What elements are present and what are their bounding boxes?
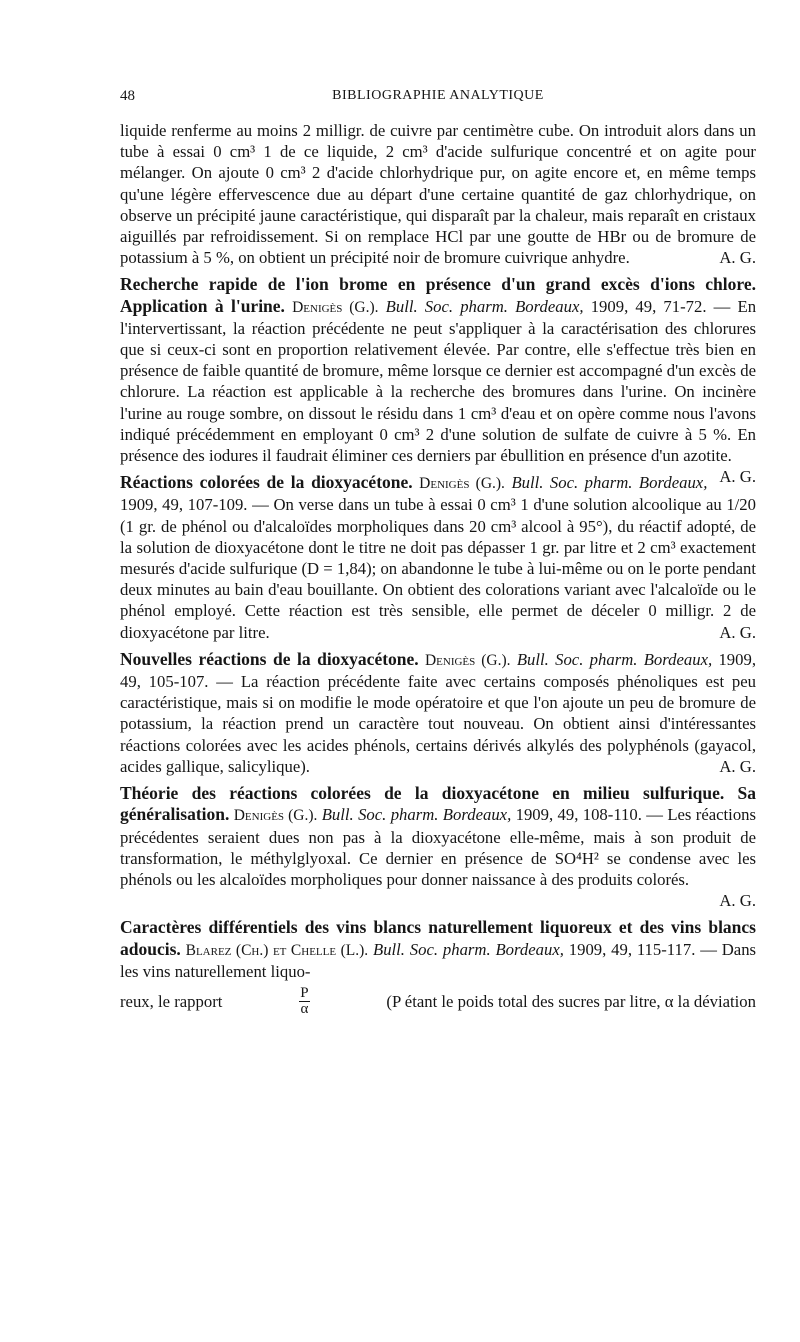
- article-title: Recherche rapide de l'ion brome en présence d'un grand excès d'ions chlore. Application à l'urine.: [120, 274, 756, 316]
- formula-line-start: reux, le rapport: [120, 991, 223, 1011]
- formula-line-end: (P étant le poids total des sucres par litre, α la déviation: [386, 991, 756, 1011]
- article-author: Denigès (G.).: [292, 298, 379, 316]
- article-title: Théorie des réactions colorées de la dioxyacétone en milieu sulfurique. Sa généralisation.: [120, 783, 756, 825]
- article-journal: Bull. Soc. pharm. Bordeaux,: [321, 805, 512, 825]
- article-text: On verse dans un tube à essai 0 cm³ 1 d'une solution alcoolique au 1/20 (1 gr. de phénol ou d'alcaloïdes morpholiques dans 20 cm³ alcool à 95°), du réactif adopté, de la solution de dioxyacétone dont le titre ne doit pas dépasser 1 gr. par litre et 2 cm³ exactement mesurés d'acide sulfurique (D = 1,84); on abandonne le tube à lui-même ou on le porte pendant deux minutes au bain d'eau bouillante. On obtient des colorations variant avec l'alcaloïde ou le phénol employé. Cette réaction est très sensible, elle permet de déceler 0 milligr. 2 de dioxyacétone par litre.: [120, 495, 756, 642]
- intro-paragraph: [120, 120, 756, 268]
- signature: A. G.: [719, 622, 756, 642]
- article-author: Denigès (G.).: [233, 807, 318, 825]
- article-2: [120, 649, 756, 777]
- article-author: Denigès (G.).: [419, 475, 505, 493]
- signature: A. G.: [719, 756, 756, 776]
- article-journal: Bull. Soc. pharm. Bordeaux,: [511, 473, 708, 493]
- article-journal: Bull. Soc. pharm. Bordeaux,: [373, 939, 564, 959]
- formula-line: [120, 986, 756, 1017]
- article-journal: Bull. Soc. pharm. Bordeaux,: [516, 649, 713, 669]
- signature: A. G.: [719, 891, 756, 911]
- running-head: BIBLIOGRAPHIE ANALYTIQUE: [332, 88, 544, 103]
- page-header: [120, 88, 756, 114]
- intro-text: liquide renferme au moins 2 milligr. de cuivre par centimètre cube. On introduit alors dans un tube à essai 0 cm³ 1 de ce liquide, 2 cm³ d'acide sulfurique concentré et on agite pour mélanger. On ajoute 0 cm³ 2 d'acide chlorhydrique pur, on agite encore et, en même temps qu'une légère effervescence due au départ d'une certaine quantité de gaz chlorhydrique, on observe un précipité jaune caractéristique, qui disparaît par la chaleur, mais reparaît en cristaux aiguillés par refroidissement. Si on remplace HCl par une goutte de HBr ou de bromure de potassium à 5 %, on obtient un précipité noir de bromure cuivrique anhydre.: [120, 121, 756, 268]
- article-text: La réaction précédente faite avec certains composés phénoliques est peu caractéristique, mais si on modifie le mode opératoire et que l'on ajoute un peu de bromure de potassium, la réaction prend un caractère tout nouveau. On obtient ainsi d'intéressantes réactions colorées avec les acides phénols, certains dérivés alkylés des polyphénols (gayacol, acides gallique, salicylique).: [120, 672, 756, 776]
- article-ref: 1909, 49, 105-107. —: [120, 649, 756, 692]
- article-ref: 1909, 49, 115-117. —: [568, 939, 717, 959]
- ratio-fraction: [299, 986, 309, 1017]
- signature: A. G.: [719, 248, 756, 268]
- article-ref: 1909, 49, 71-72. —: [590, 296, 731, 316]
- signature: A. G.: [719, 467, 756, 487]
- page-body: [120, 120, 756, 1017]
- article-author: Denigès (G.).: [424, 651, 511, 669]
- article-4: [120, 917, 756, 982]
- article-journal: Bull. Soc. pharm. Bordeaux,: [385, 296, 584, 316]
- article-text: Les réactions précédentes seraient dues non pas à la dioxyacétone elle-même, mais à son produit de transformation, le méthylglyoxal. Ce dernier en présence de SO⁴H² se condense avec les phénols ou les alcaloïdes morpholiques pour donner naissance à des produits colorés.: [120, 805, 756, 889]
- article-ref: 1909, 49, 107-109. —: [120, 495, 269, 515]
- article-title: Caractères différentiels des vins blancs naturellement liquoreux et des vins blancs adoucis.: [120, 917, 756, 959]
- article-text: Dans les vins naturellement liquo-: [120, 939, 757, 981]
- article-ref: 1909, 49, 108-110. —: [515, 805, 663, 825]
- article-text: En l'intervertissant, la réaction précédente ne peut s'appliquer à la caractérisation des chlorures que si ceux-ci sont en proportion relativement élevée. Par contre, elle s'effectue très bien en présence de faible quantité de bromure, même lorsque ce dernier est accompagné d'un excès de chlorure. La réaction est applicable à la recherche des bromures dans l'urine. On incinère l'urine au rouge sombre, on dissout le résidu dans 1 cm³ d'eau et on opère comme nous l'avons indiqué précédemment en employant 0 cm³ 2 d'une solution de sulfate de cuivre à 5 %. En présence des iodures il faudrait éliminer ces derniers par ébullition en présence d'un azotite.: [120, 296, 757, 466]
- article-1: [120, 472, 756, 643]
- article-3: [120, 783, 756, 890]
- article-author: Blarez (Ch.) et Chelle (L.).: [185, 941, 369, 959]
- article-title: Nouvelles réactions de la dioxyacétone.: [120, 648, 419, 669]
- article-title: Réactions colorées de la dioxyacétone.: [120, 472, 413, 493]
- fraction-numerator: P: [300, 984, 309, 1001]
- page-number: 48: [120, 88, 135, 104]
- fraction-denominator: α: [300, 1000, 309, 1017]
- signature-line: [120, 890, 756, 911]
